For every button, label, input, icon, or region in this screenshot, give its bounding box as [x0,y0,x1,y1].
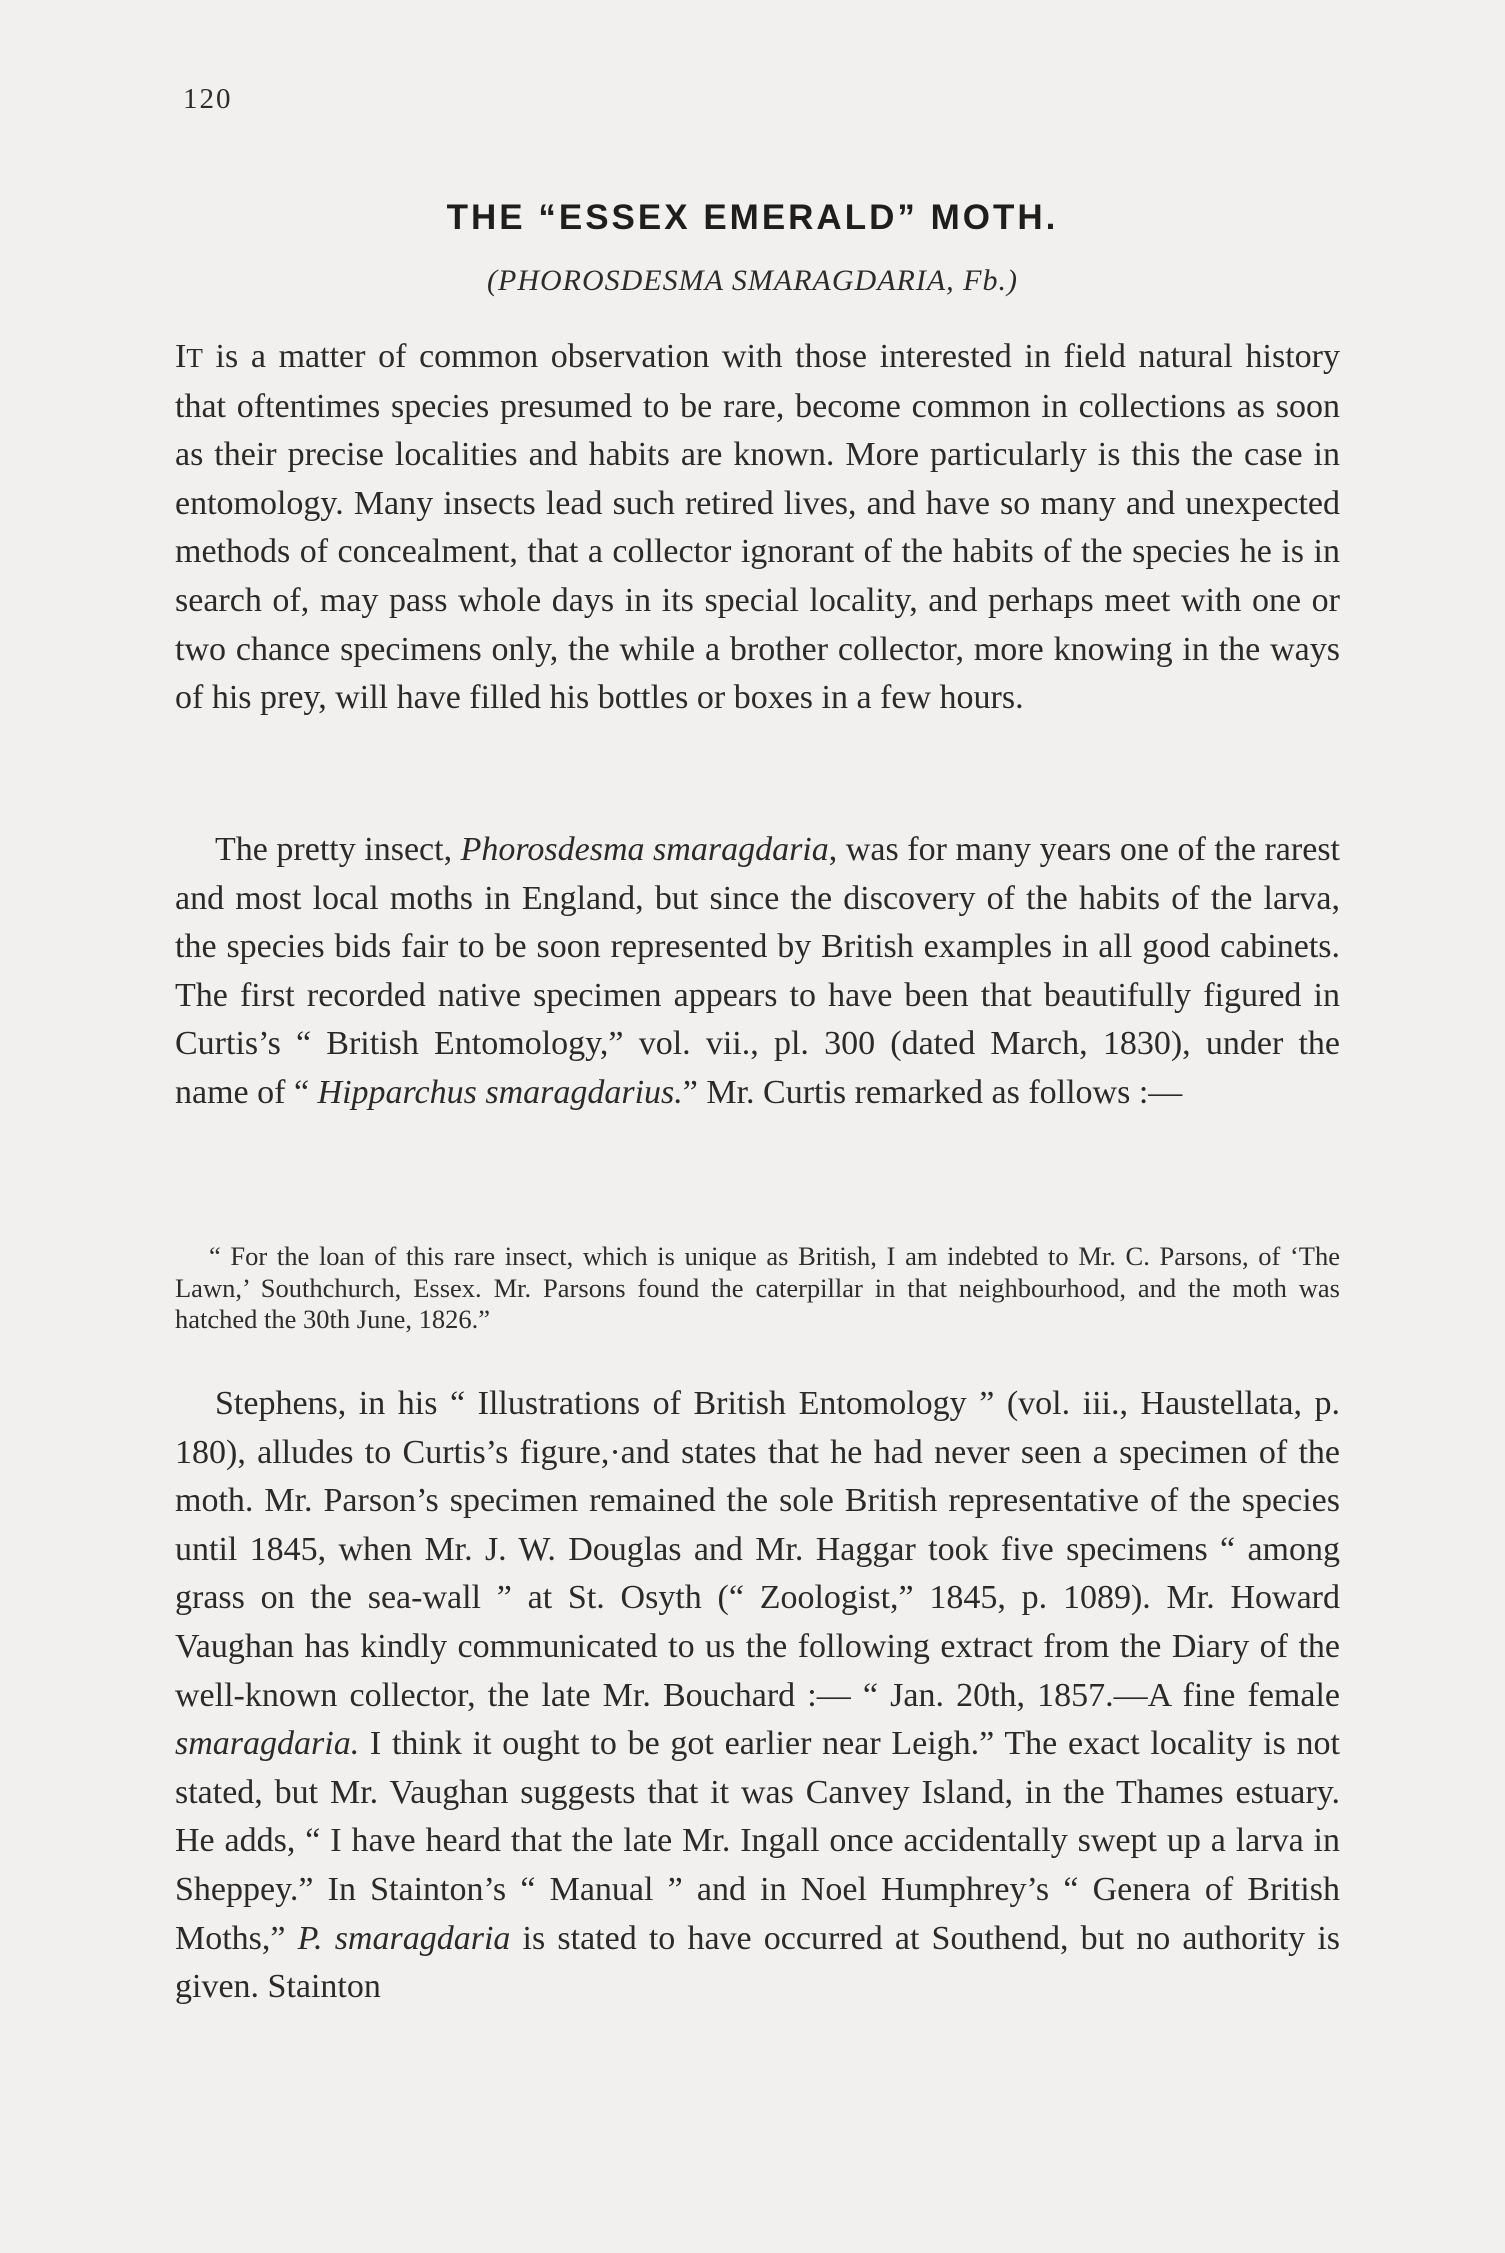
paragraph-1-text: is a matter of common observation with those interested in field natural history that oftentimes species presumed to be rare, become common in collections as soon as their precise localities and habits are known. More particularly is this the case in entomology. Many insects lead such retired lives, and have so many and unexpected methods of concealment, that a collector ignorant of the habits of the species he is in search of, may pass whole days in its special locality, and perhaps meet with one or two chance specimens only, the while a brother collector, more knowing in the ways of his prey, will have filled his bottles or boxes in a few hours. [175,338,1340,717]
species-name-italic: Phorosdesma smaragdaria [460,831,829,868]
block-quote: “ For the loan of this rare insect, which is unique as British, I am indebted to Mr. C. Parsons, of ‘The Lawn,’ Southchurch, Essex. Mr. Parsons found the caterpillar in that neighbourhood, and the moth was hatched the 30th June, 1826.” [175,1241,1340,1334]
drop-cap: I [175,338,187,375]
paragraph-3-part-1: Stephens, in his “ Illustrations of British Entomology ” (vol. iii., Haustellata, p. 180), alludes to Curtis’s figure,·and states that he had never seen a specimen of the moth. Mr. Parson’s specimen remained the sole British representative of the species until 1845, when Mr. J. W. Douglas and Mr. Haggar took five specimens “ among grass on the sea-wall ” at St. Osyth (“ Zoologist,” 1845, p. 1089). Mr. Howard Vaughan has kindly communicated to us the following extract from the Diary of the well-known collector, the late Mr. Bouchard :— “ Jan. 20th, 1857.—A fine female [175,1385,1340,1714]
article-subtitle: (PHOROSDESMA SMARAGDARIA, Fb.) [487,264,1018,297]
paragraph-3-part-2: I think it ought to be got earlier near Leigh.” The exact locality is not stated, but Mr. Vaughan suggests that it was Canvey Island, in the Thames estuary. He adds, “ I have heard that the late Mr. Ingall once accidentally swept up a larva in Sheppey.” In Stainton’s “ Manual ” and in Noel Humphrey’s “ Genera of British Moths,” [175,1725,1340,1957]
paragraph-2-part-3: ” Mr. Curtis remarked as follows :— [682,1073,1183,1111]
historic-name-italic: Hipparchus smaragdarius. [317,1073,683,1111]
species-abbrev-italic: P. smaragdaria [297,1919,511,1957]
small-cap: T [186,343,203,373]
paragraph-2 [175,826,1340,1118]
paragraph-1 [175,333,1340,723]
article-title: THE “ESSEX EMERALD” MOTH. [446,198,1059,237]
species-name-italic: smaragdaria. [175,1725,360,1763]
paragraph-2-part-1: The pretty insect, [215,831,461,868]
paragraph-3 [175,1380,1340,2012]
paragraph-3-part-3: is stated to have occurred at Southend, but no authority is given. Stainton [175,1919,1340,2006]
paragraph-2-part-2: , was for many years one of the rarest and most local moths in England, but since the discovery of the habits of the larva, the species bids fair to be soon represented by British examples in all good cabinets. The first recorded native specimen appears to have been that beautifully figured in Curtis’s “ British Entomology,” vol. vii., pl. 300 (dated March, 1830), under the name of “ [175,831,1340,1111]
page-number: 120 [183,83,233,115]
